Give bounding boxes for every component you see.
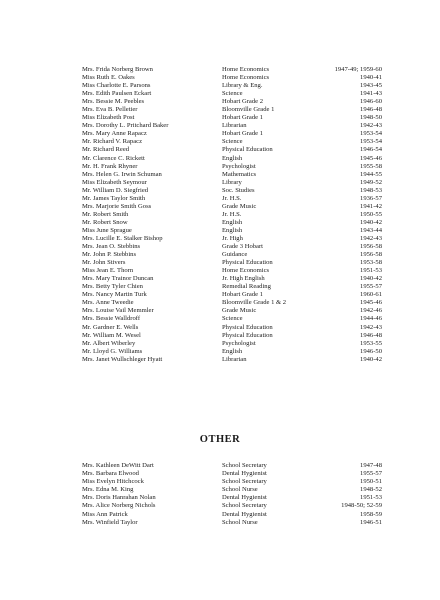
staff-name: Mr. Clarence C. Rickett bbox=[82, 154, 145, 162]
staff-years: 1943-44 bbox=[360, 226, 382, 234]
list-row bbox=[82, 171, 382, 179]
other-staff-list bbox=[82, 462, 382, 527]
list-row bbox=[82, 486, 382, 494]
staff-position: Library bbox=[222, 178, 242, 186]
list-row bbox=[82, 324, 382, 332]
staff-name: Mr. William D. Siegfried bbox=[82, 186, 149, 194]
section-heading-other: OTHER bbox=[199, 434, 241, 445]
staff-position: Remedial Reading bbox=[222, 283, 271, 291]
staff-name: Mr. John P. Stebbins bbox=[82, 251, 137, 259]
staff-position: Science bbox=[222, 138, 243, 146]
staff-name: Mrs. Anne Tweedie bbox=[82, 299, 134, 307]
staff-name: Mr. Richard V. Rapacz bbox=[82, 138, 143, 146]
staff-position: School Secretary bbox=[222, 478, 267, 486]
staff-position: Home Economics bbox=[222, 74, 270, 82]
staff-position: Jr. High bbox=[222, 234, 243, 242]
staff-years: 1947-49; 1959-60 bbox=[334, 66, 382, 73]
staff-name: Mr. Gardner E. Wells bbox=[82, 323, 139, 331]
staff-name: Mrs. Barbara Elwood bbox=[82, 470, 139, 478]
staff-years: 1951-53 bbox=[360, 494, 382, 502]
staff-position: Bloomville Grade 1 bbox=[222, 106, 275, 114]
list-row bbox=[82, 243, 382, 251]
list-row bbox=[82, 259, 382, 267]
staff-name: Mrs. Jean O. Stebbins bbox=[82, 243, 141, 251]
staff-years: 1945-46 bbox=[360, 299, 382, 307]
staff-name: Mrs. Alice Norberg Nichols bbox=[82, 502, 156, 510]
staff-years: 1955-57 bbox=[360, 470, 382, 478]
staff-name: Mr. John Stivers bbox=[82, 259, 126, 267]
list-row bbox=[82, 163, 382, 171]
staff-position: Dental Hygienist bbox=[222, 494, 267, 502]
list-row bbox=[82, 470, 382, 478]
staff-position: Science bbox=[222, 315, 243, 323]
list-row bbox=[82, 267, 382, 275]
staff-name: Mrs. Betty Tyler Chien bbox=[82, 283, 143, 291]
list-row bbox=[82, 82, 382, 90]
staff-name: Mrs. Doris Hanrahan Nolan bbox=[82, 494, 156, 502]
staff-position: Bloomville Grade 1 & 2 bbox=[222, 299, 287, 307]
staff-years: 1940-42 bbox=[360, 275, 382, 283]
staff-name: Mrs. Louise Vail Memmler bbox=[82, 307, 154, 315]
staff-position: Grade 3 Hobart bbox=[222, 243, 264, 251]
staff-years: 1941-42 bbox=[360, 202, 382, 210]
list-row bbox=[82, 462, 382, 470]
list-row bbox=[82, 332, 382, 340]
staff-name: Mrs. Lucille E. Stalker Bishop bbox=[82, 234, 163, 242]
list-row bbox=[82, 195, 382, 203]
staff-position: Dental Hygienist bbox=[222, 510, 267, 518]
staff-years: 1942-43 bbox=[360, 234, 382, 242]
staff-years: 1948-52 bbox=[360, 486, 382, 494]
staff-position: Science bbox=[222, 90, 243, 98]
staff-years: 1942-43 bbox=[360, 323, 382, 331]
list-row bbox=[82, 275, 382, 283]
staff-years: 1946-54 bbox=[360, 146, 382, 154]
staff-position: School Secretary bbox=[222, 462, 267, 469]
list-row bbox=[82, 90, 382, 98]
staff-position: Jr. H.S. bbox=[222, 210, 242, 218]
staff-name: Mr. James Taylor Smith bbox=[82, 194, 146, 202]
staff-years: 1946-50 bbox=[360, 347, 382, 355]
staff-name: Mrs. Bessie Walldroff bbox=[82, 315, 141, 323]
staff-years: 1950-55 bbox=[360, 210, 382, 218]
staff-name: Mrs. Edna M. King bbox=[82, 486, 134, 494]
staff-position: Hobart Grade 1 bbox=[222, 291, 264, 299]
staff-position: Home Economics bbox=[222, 66, 270, 73]
staff-position: Grade Music bbox=[222, 307, 257, 315]
staff-years: 1946-60 bbox=[360, 98, 382, 106]
staff-position: Library & Eng. bbox=[222, 82, 263, 90]
list-row bbox=[82, 235, 382, 243]
staff-position: English bbox=[222, 347, 243, 355]
list-row bbox=[82, 502, 382, 510]
staff-years: 1945-46 bbox=[360, 154, 382, 162]
staff-years: 1940-41 bbox=[360, 74, 382, 82]
staff-name: Mr. Lloyd G. Williams bbox=[82, 347, 143, 355]
staff-name: Mrs. Frida Norberg Brown bbox=[82, 66, 153, 73]
faculty-list bbox=[82, 66, 382, 364]
staff-name: Mrs. Nancy Martin Turk bbox=[82, 291, 147, 299]
staff-position: Psychologist bbox=[222, 162, 256, 170]
staff-position: Jr. H.S. bbox=[222, 194, 242, 202]
staff-name: Mrs. Mary Anne Rapacz bbox=[82, 130, 147, 138]
list-row bbox=[82, 283, 382, 291]
staff-name: Miss Ann Patrick bbox=[82, 510, 128, 518]
staff-years: 1950-51 bbox=[360, 478, 382, 486]
staff-name: Mrs. Helen G. Irwin Schuman bbox=[82, 170, 162, 178]
list-row bbox=[82, 155, 382, 163]
list-row bbox=[82, 478, 382, 486]
staff-position: Physical Education bbox=[222, 331, 273, 339]
staff-years: 1958-59 bbox=[360, 510, 382, 518]
staff-name: Mrs. Mary Trainor Duncan bbox=[82, 275, 154, 283]
list-row bbox=[82, 66, 382, 74]
staff-name: Miss Ruth E. Oakes bbox=[82, 74, 135, 82]
staff-name: Mr. Robert Smith bbox=[82, 210, 129, 218]
staff-years: 1946-48 bbox=[360, 106, 382, 114]
staff-years: 1940-42 bbox=[360, 355, 382, 363]
list-row bbox=[82, 315, 382, 323]
staff-years: 1946-48 bbox=[360, 331, 382, 339]
staff-name: Mrs. Kathleen DeWitt Dart bbox=[82, 462, 154, 469]
staff-name: Mrs. Marjorie Smith Goss bbox=[82, 202, 152, 210]
staff-name: Miss Evelyn Hitchcock bbox=[82, 478, 144, 486]
list-row bbox=[82, 227, 382, 235]
staff-years: 1953-54 bbox=[360, 130, 382, 138]
staff-years: 1942-43 bbox=[360, 122, 382, 130]
staff-years: 1951-53 bbox=[360, 267, 382, 275]
staff-years: 1955-58 bbox=[360, 162, 382, 170]
list-row bbox=[82, 187, 382, 195]
list-row bbox=[82, 340, 382, 348]
list-row bbox=[82, 511, 382, 519]
staff-years: 1948-50 bbox=[360, 114, 382, 122]
staff-years: 1943-45 bbox=[360, 82, 382, 90]
staff-years: 1948-50; 52-59 bbox=[341, 502, 382, 510]
staff-position: Physical Education bbox=[222, 259, 273, 267]
staff-name: Mr. Albert Wiberley bbox=[82, 339, 136, 347]
staff-years: 1941-43 bbox=[360, 90, 382, 98]
staff-name: Mrs. Bessie M. Peebles bbox=[82, 98, 145, 106]
staff-position: Hobart Grade 2 bbox=[222, 98, 264, 106]
staff-position: Guidance bbox=[222, 251, 248, 259]
staff-years: 1955-57 bbox=[360, 283, 382, 291]
staff-years: 1953-54 bbox=[360, 138, 382, 146]
staff-years: 1953-55 bbox=[360, 339, 382, 347]
list-row bbox=[82, 74, 382, 82]
list-row bbox=[82, 251, 382, 259]
list-row bbox=[82, 219, 382, 227]
staff-name: Mr. H. Frank Rhyner bbox=[82, 162, 138, 170]
staff-name: Miss Elizabeth Seymour bbox=[82, 178, 147, 186]
staff-position: School Nurse bbox=[222, 486, 258, 494]
staff-position: Jr. High English bbox=[222, 275, 265, 283]
staff-name: Mrs. Janet Wullschleger Hyatt bbox=[82, 355, 163, 363]
list-row bbox=[82, 122, 382, 130]
staff-name: Mrs. Dorothy L. Pritchard Baker bbox=[82, 122, 169, 130]
list-row bbox=[82, 291, 382, 299]
staff-years: 1942-46 bbox=[360, 307, 382, 315]
list-row bbox=[82, 114, 382, 122]
staff-position: Librarian bbox=[222, 355, 247, 363]
staff-position: Grade Music bbox=[222, 202, 257, 210]
staff-name: Miss Charlotte E. Parsons bbox=[82, 82, 151, 90]
list-row bbox=[82, 356, 382, 364]
list-row bbox=[82, 179, 382, 187]
list-row bbox=[82, 130, 382, 138]
staff-name: Mrs. Eva B. Pelletier bbox=[82, 106, 138, 114]
list-row bbox=[82, 299, 382, 307]
staff-position: School Secretary bbox=[222, 502, 267, 510]
list-row bbox=[82, 211, 382, 219]
staff-years: 1946-51 bbox=[360, 518, 382, 526]
staff-years: 1947-48 bbox=[360, 462, 382, 469]
staff-years: 1944-55 bbox=[360, 170, 382, 178]
staff-years: 1949-52 bbox=[360, 178, 382, 186]
staff-position: English bbox=[222, 154, 243, 162]
staff-years: 1944-46 bbox=[360, 315, 382, 323]
staff-name: Miss Jean E. Thorn bbox=[82, 267, 134, 275]
staff-name: Mr. Richard Reed bbox=[82, 146, 130, 154]
staff-position: Psychologist bbox=[222, 339, 256, 347]
staff-name: Mr. William M. Wesel bbox=[82, 331, 141, 339]
staff-position: English bbox=[222, 218, 243, 226]
staff-name: Miss Elizabeth Post bbox=[82, 114, 135, 122]
staff-years: 1936-57 bbox=[360, 194, 382, 202]
list-row bbox=[82, 146, 382, 154]
list-row bbox=[82, 307, 382, 315]
list-row bbox=[82, 519, 382, 527]
staff-name: Miss June Sprague bbox=[82, 226, 132, 234]
staff-name: Mr. Robert Snow bbox=[82, 218, 128, 226]
staff-position: School Nurse bbox=[222, 518, 258, 526]
list-row bbox=[82, 98, 382, 106]
staff-name: Mrs. Edith Paulsen Eckart bbox=[82, 90, 152, 98]
staff-position: Hobart Grade 1 bbox=[222, 114, 264, 122]
staff-years: 1956-58 bbox=[360, 243, 382, 251]
staff-years: 1960-61 bbox=[360, 291, 382, 299]
staff-position: Physical Education bbox=[222, 146, 273, 154]
staff-years: 1953-58 bbox=[360, 259, 382, 267]
staff-years: 1956-58 bbox=[360, 251, 382, 259]
staff-position: Mathematics bbox=[222, 170, 257, 178]
list-row bbox=[82, 494, 382, 502]
list-row bbox=[82, 106, 382, 114]
staff-position: Hobart Grade 1 bbox=[222, 130, 264, 138]
list-row bbox=[82, 348, 382, 356]
staff-position: Dental Hygienist bbox=[222, 470, 267, 478]
staff-years: 1948-53 bbox=[360, 186, 382, 194]
list-row bbox=[82, 138, 382, 146]
staff-position: Home Economics bbox=[222, 267, 270, 275]
staff-years: 1940-42 bbox=[360, 218, 382, 226]
staff-position: Physical Education bbox=[222, 323, 273, 331]
list-row bbox=[82, 203, 382, 211]
staff-name: Mrs. Winfield Taylor bbox=[82, 518, 138, 526]
staff-position: English bbox=[222, 226, 243, 234]
staff-position: Librarian bbox=[222, 122, 247, 130]
staff-position: Soc. Studies bbox=[222, 186, 255, 194]
